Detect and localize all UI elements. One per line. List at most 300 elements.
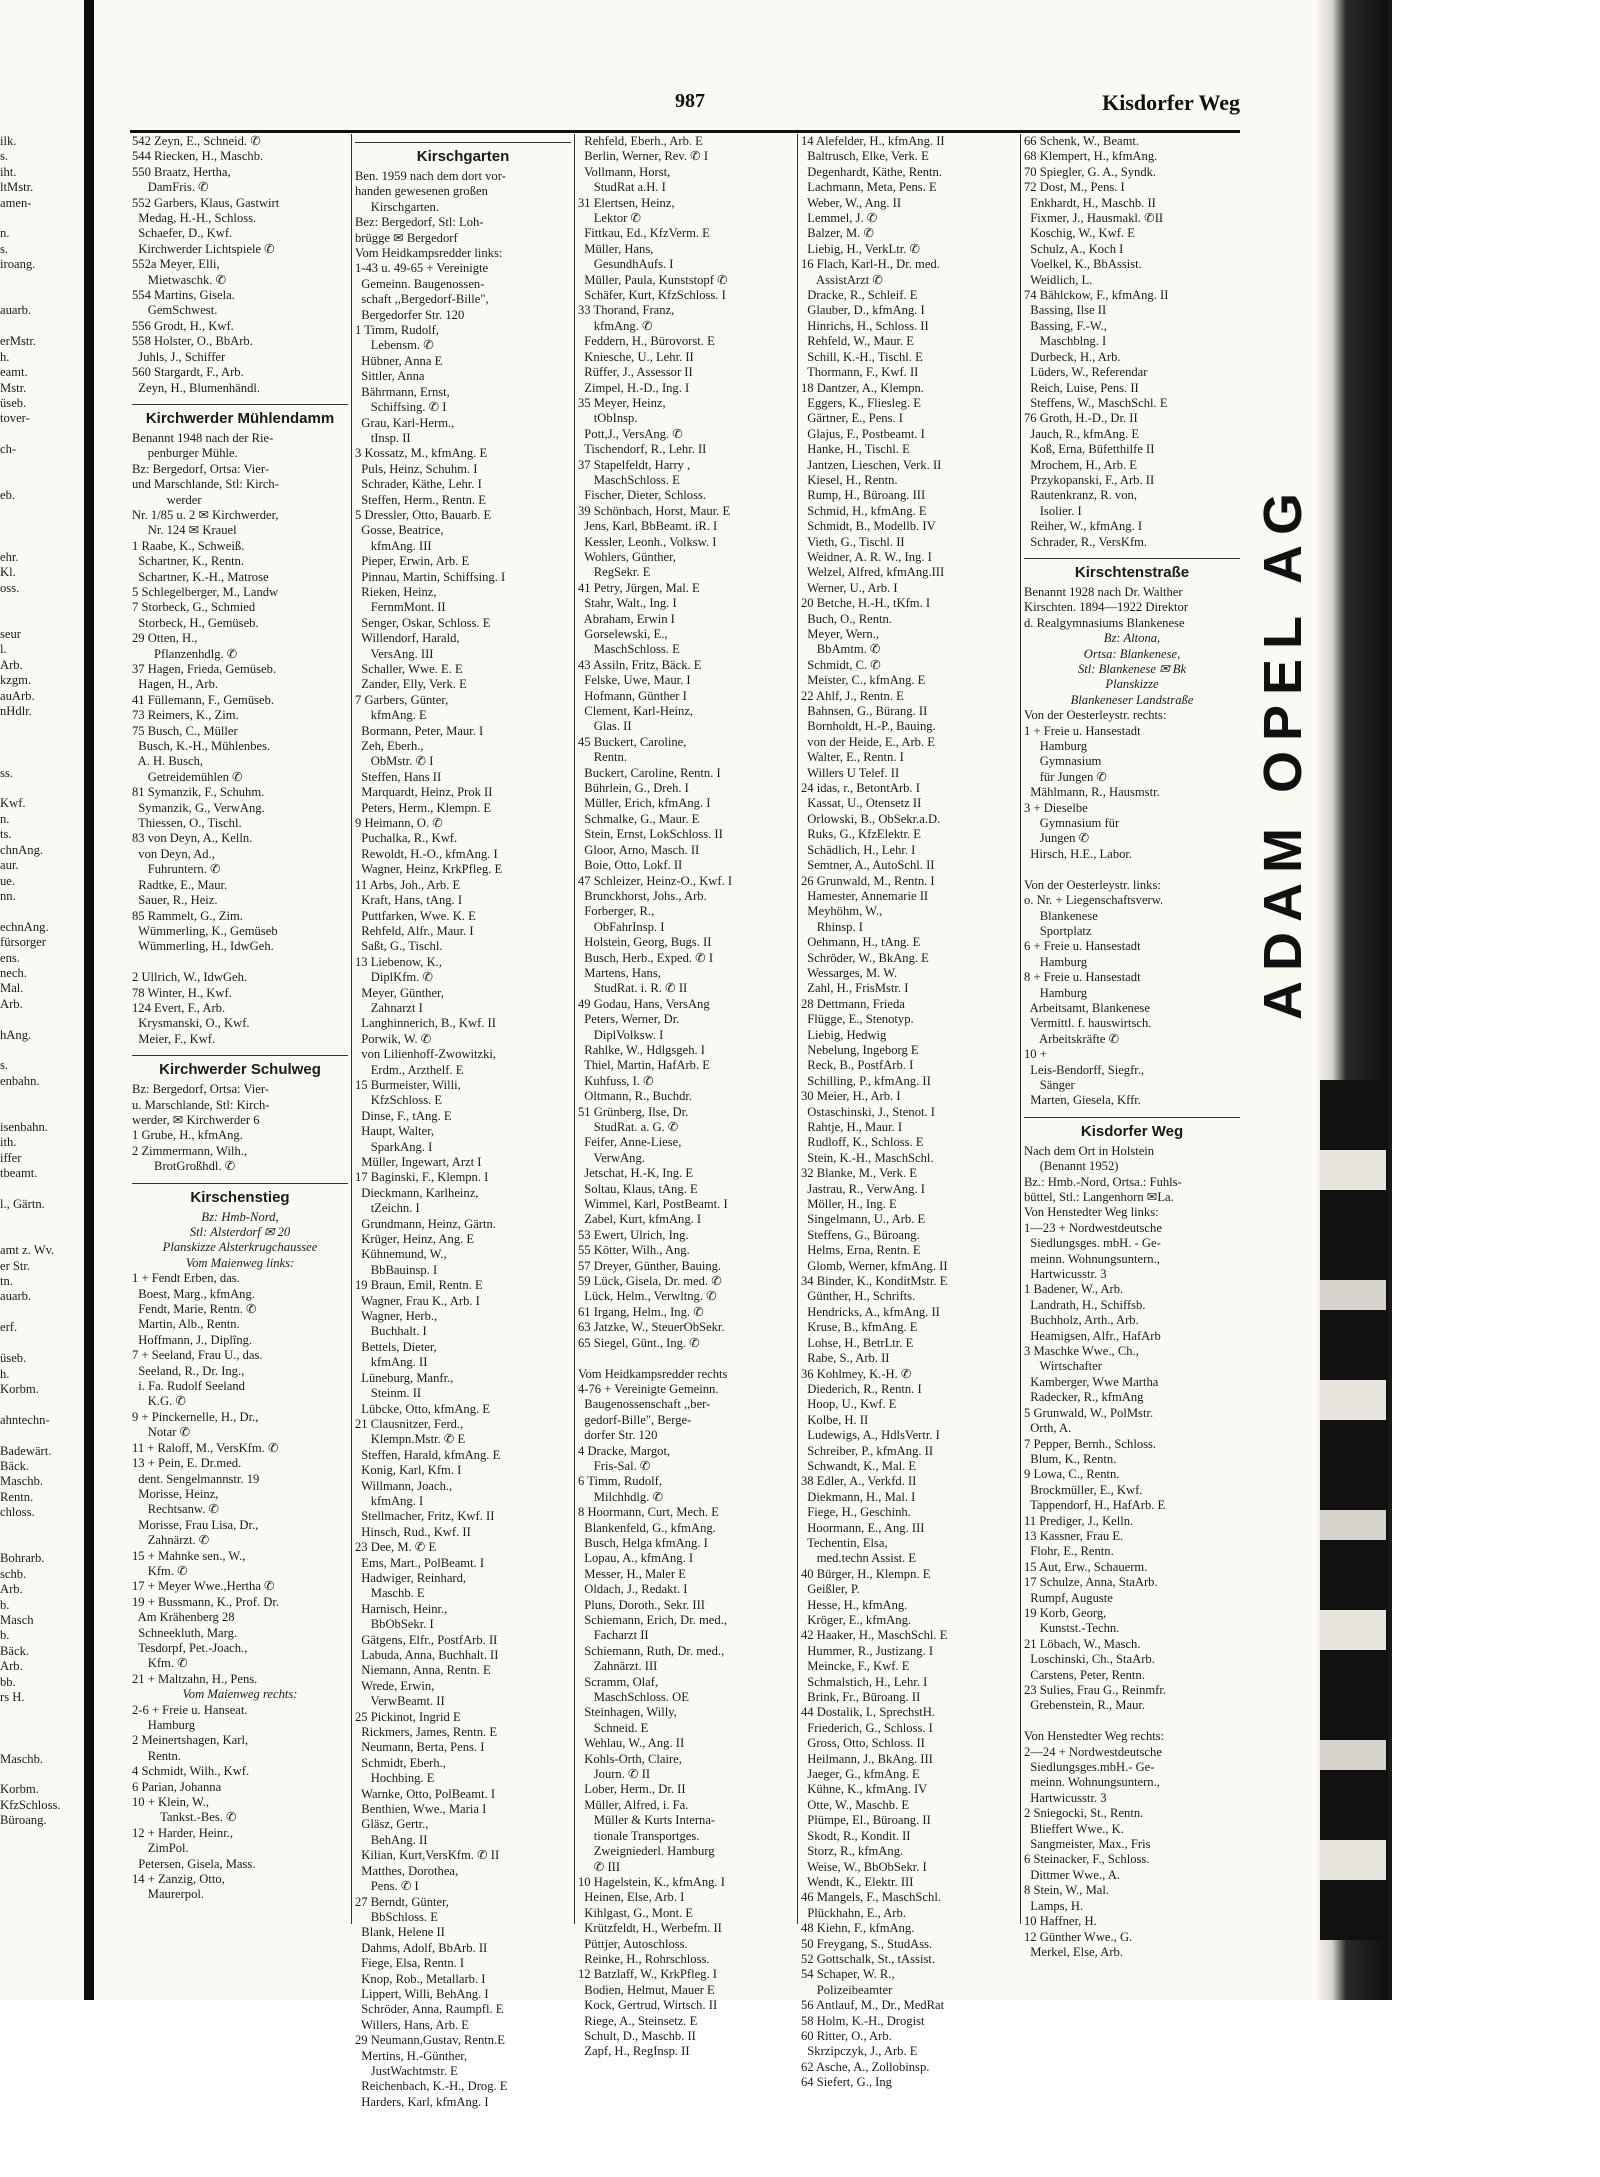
left-fragment: seur [0, 627, 21, 641]
directory-entry: Hartwicusstr. 3 [1024, 1267, 1107, 1282]
directory-entry: 7 Storbeck, G., Schmied [132, 600, 256, 615]
directory-entry: Rechtsanw. ✆ [132, 1502, 220, 1517]
directory-entry: Sittler, Anna [355, 369, 425, 384]
directory-entry: Wrede, Erwin, [355, 1678, 435, 1693]
directory-entry: Schädlich, H., Lehr. I [801, 842, 916, 857]
directory-entry: StudRat. i. R. ✆ II [578, 981, 688, 996]
directory-entry: Willers U Telef. II [801, 765, 900, 780]
running-head: Kisdorfer Weg [1102, 90, 1240, 115]
directory-entry: Durbeck, H., Arb. [1024, 349, 1121, 364]
directory-entry: 550 Braatz, Hertha, [132, 164, 231, 179]
directory-entry: Gläsz, Gertr., [355, 1817, 429, 1832]
directory-entry: MaschSchloss. OE [578, 1690, 689, 1705]
directory-entry: Pinnau, Martin, Schiffsing. I [355, 569, 506, 584]
directory-entry: 54 Schaper, W. R., [801, 1967, 895, 1982]
left-fragment: Bäck. [0, 1643, 30, 1658]
directory-entry: Nach dem Ort in Holstein [1024, 1143, 1155, 1158]
left-fragment: auarb. [0, 1289, 32, 1304]
directory-entry: 33 Thorand, Franz, [578, 303, 675, 318]
directory-entry: Willendorf, Harald, [355, 631, 460, 646]
directory-entry: Lippert, Willi, BehAng. I [355, 1986, 489, 2001]
directory-entry: Rahlke, W., Hdlgsgeh. I [578, 1042, 705, 1057]
directory-entry: Niemann, Anna, Rentn. E [355, 1663, 491, 1678]
directory-entry: für Jungen ✆ [1024, 769, 1107, 784]
left-fragment: enbahn. [0, 1073, 40, 1088]
directory-entry: Zapf, H., RegInsp. II [578, 2044, 690, 2059]
directory-entry: werder, ✉ Kirchwerder 6 [132, 1112, 260, 1127]
directory-entry: Storz, R., kfmAng. [801, 1844, 904, 1859]
directory-entry: Vermittl. f. hauswirtsch. [1024, 1016, 1152, 1031]
directory-entry: von der Heide, E., Arb. E [801, 734, 935, 749]
directory-entry: Schrader, R., VersKfm. [1024, 534, 1148, 549]
directory-entry: 552 Garbers, Klaus, Gastwirt [132, 195, 280, 210]
left-fragment [0, 1182, 82, 1197]
directory-entry: Reiher, W., kfmAng. I [1024, 519, 1143, 534]
directory-entry: d. Realgymnasiums Blankenese [1024, 615, 1185, 630]
street-note: Vom Maienweg rechts: [182, 1687, 298, 1702]
directory-entry: med.techn Assist. E [801, 1551, 917, 1566]
directory-entry: Lemmel, J. ✆ [801, 211, 878, 226]
left-fragment [0, 1105, 82, 1120]
directory-entry: Müller, Alfred, i. Fa. [578, 1797, 689, 1812]
left-fragment: oss. [0, 580, 20, 595]
left-fragment [0, 1305, 82, 1320]
directory-entry: Wümmerling, H., IdwGeh. [132, 939, 274, 954]
left-fragment [0, 273, 82, 288]
directory-entry: Lüneburg, Manfr., [355, 1370, 454, 1385]
directory-entry: 15 Burmeister, Willi, [355, 1077, 461, 1092]
street-heading: Kirchwerder Mühlendamm [132, 404, 348, 429]
directory-entry: i. Fa. Rudolf Seeland [132, 1379, 245, 1394]
directory-entry: und Marschlande, Stl: Kirch- [132, 477, 279, 492]
directory-entry: Heamigsen, Alfr., HafArb [1024, 1328, 1161, 1343]
directory-entry: Tankst.-Bes. ✆ [132, 1810, 237, 1825]
directory-entry: Labuda, Anna, Buchhalt. II [355, 1648, 499, 1662]
directory-entry: Przykopanski, F., Arb. II [1024, 472, 1155, 487]
directory-entry: Semtner, A., AutoSchl. II [801, 858, 935, 873]
directory-entry: Rautenkranz, R. von, [1024, 488, 1137, 503]
directory-entry: BrotGroßhdl. ✆ [132, 1159, 236, 1174]
left-fragment [0, 535, 82, 550]
directory-entry: 17 Baginski, F., Klempn. I [355, 1170, 489, 1185]
directory-entry: 3 + Dieselbe [1024, 800, 1088, 815]
directory-entry: 8 Hoormann, Curt, Mech. E [578, 1505, 719, 1520]
directory-entry: Orth, A. [1024, 1421, 1072, 1436]
directory-entry: Voelkel, K., BbAssist. [1024, 257, 1142, 272]
directory-entry: Helms, Erna, Rentn. E [801, 1243, 921, 1258]
directory-entry: MaschSchloss. E [578, 472, 680, 487]
directory-entry: Hamester, Annemarie II [801, 888, 929, 903]
directory-entry: BehAng. II [355, 1832, 428, 1847]
directory-entry: Kirschgarten. [355, 199, 439, 214]
directory-entry: Wagner, Herb., [355, 1309, 438, 1324]
directory-entry: Von Henstedter Weg rechts: [1024, 1729, 1165, 1744]
left-fragment [0, 750, 82, 765]
directory-entry: Willers, Hans, Arb. E [355, 2017, 469, 2032]
directory-entry: Koschig, W., Kwf. E [1024, 226, 1135, 241]
directory-entry: Meier, F., Kwf. [132, 1031, 216, 1046]
directory-entry: Kühnemund, W., [355, 1247, 447, 1262]
left-fragment: erMstr. [0, 334, 37, 349]
left-fragment: Rentn. [0, 1489, 34, 1504]
directory-entry: Lebensm. ✆ [355, 338, 434, 353]
directory-entry: Glomb, Werner, kfmAng. II [801, 1258, 948, 1273]
directory-entry: 14 + Zanzig, Otto, [132, 1872, 225, 1887]
directory-entry: Müller, Paula, Kunststopf ✆ [578, 272, 728, 287]
directory-entry: Kolbe, H. II [801, 1412, 869, 1427]
directory-entry: Benannt 1948 nach der Rie- [132, 430, 274, 445]
left-fragment [0, 1397, 82, 1412]
directory-entry: Gätgens, Elfr., PostfArb. II [355, 1632, 498, 1647]
directory-entry: Hanke, H., Tischl. E [801, 442, 910, 457]
left-fragment: nech. [0, 965, 27, 980]
left-fragment: Mstr. [0, 380, 27, 395]
directory-entry: Von Henstedter Weg links: [1024, 1205, 1159, 1220]
directory-entry: VerwBeamt. II [355, 1694, 445, 1709]
left-fragment [0, 1721, 82, 1736]
directory-entry: Kihlgast, G., Mont. E [578, 1905, 694, 1920]
left-fragment: ch- [0, 442, 17, 457]
directory-entry: Bodien, Helmut, Mauer E [578, 1982, 715, 1997]
directory-entry: Lopau, A., kfmAng. I [578, 1551, 694, 1566]
directory-entry: Krützfeldt, H., Werbefm. II [578, 1921, 722, 1936]
directory-entry: Bz.: Hmb.-Nord, Ortsa.: Fuhls- [1024, 1174, 1182, 1189]
directory-entry: Schaefer, D., Kwf. [132, 226, 233, 241]
directory-entry: Zweigniederl. Hamburg [578, 1844, 715, 1859]
directory-entry: Schneekluth, Marg. [132, 1625, 238, 1640]
left-fragment [0, 612, 82, 627]
directory-entry: 11 Prediger, J., Kelln. [1024, 1513, 1134, 1528]
directory-entry: Schartner, K., Rentn. [132, 554, 245, 569]
left-fragment: chnAng. [0, 842, 44, 857]
directory-entry: Gosse, Beatrice, [355, 523, 444, 538]
directory-entry: werder [132, 492, 202, 507]
directory-entry: tionale Transportges. [578, 1828, 700, 1843]
directory-entry: Baugenossenschaft ,,ber- [578, 1397, 711, 1412]
directory-entry: Fischer, Dieter, Schloss. [578, 488, 707, 503]
directory-entry: Stein, K.-H., MaschSchl. [801, 1150, 934, 1165]
directory-entry [578, 1351, 794, 1366]
directory-entry: VerwAng. [578, 1150, 645, 1165]
directory-entry: 40 Bürger, H., Klempn. E [801, 1566, 931, 1581]
directory-entry: Flügge, E., Stenotyp. [801, 1012, 914, 1027]
left-fragment: Maschb. [0, 1751, 44, 1766]
page-header [130, 84, 1240, 133]
directory-entry: gedorf-Bille", Berge- [578, 1412, 692, 1427]
left-fragment: Bäck. [0, 1458, 30, 1473]
directory-entry: Baltrusch, Elke, Verk. E [801, 149, 929, 164]
street-note: Bz: Hmb-Nord, [201, 1209, 279, 1224]
directory-entry: Soltau, Klaus, tAng. E [578, 1181, 698, 1196]
directory-entry: Krysmanski, O., Kwf. [132, 1016, 250, 1031]
directory-entry: Medag, H.-H., Schloss. [132, 211, 257, 226]
column-1 [132, 134, 348, 1974]
directory-entry: 58 Holm, K.-H., Drogist [801, 2013, 925, 2028]
left-fragment: Badewärt. [0, 1443, 52, 1458]
directory-entry: Thormann, F., Kwf. II [801, 365, 919, 380]
directory-entry: Steffens, W., MaschSchl. E [1024, 395, 1168, 410]
directory-entry: Ems, Mart., PolBeamt. I [355, 1555, 485, 1570]
directory-entry: StudRat a.H. I [578, 180, 666, 195]
directory-entry: 1 + Fendt Erben, das. [132, 1271, 240, 1286]
directory-entry: 56 Antlauf, M., Dr., MedRat [801, 1998, 945, 2013]
directory-entry: Hummer, R., Justizang. I [801, 1643, 934, 1658]
left-fragment: fürsorger [0, 935, 46, 950]
directory-entry: Steffen, Harald, kfmAng. E [355, 1447, 501, 1462]
directory-entry: 24 idas, r., BetontArb. I [801, 781, 920, 796]
directory-entry: Oehmann, H., tAng. E [801, 935, 921, 950]
directory-entry: Diekmann, H., Mal. I [801, 1489, 916, 1504]
directory-entry: Kraft, Hans, tAng. I [355, 893, 463, 908]
directory-entry: 85 Rammelt, G., Zim. [132, 908, 243, 923]
directory-entry: 6 Timm, Rudolf, [578, 1474, 662, 1489]
directory-entry: Notar ✆ [132, 1425, 191, 1440]
directory-entry: Bührlein, G., Dreh. I [578, 781, 689, 796]
directory-entry: Maschb. E [355, 1586, 425, 1601]
left-fragment: iht. [0, 164, 17, 179]
left-fragment: ahntechn- [0, 1412, 50, 1427]
directory-entry: 13 Liebenow, K., [355, 954, 442, 969]
directory-entry: Schmalke, G., Maur. E [578, 811, 700, 826]
directory-entry: 39 Schönbach, Horst, Maur. E [578, 503, 731, 518]
directory-entry: Pens. ✆ I [355, 1879, 419, 1894]
directory-entry: Oltmann, R., Buchdr. [578, 1089, 693, 1104]
left-fragment [0, 1212, 82, 1227]
directory-entry: Steffen, Hans II [355, 769, 442, 784]
directory-entry: 542 Zeyn, E., Schneid. ✆ [132, 134, 261, 148]
directory-entry: Boie, Otto, Lokf. II [578, 858, 683, 873]
directory-entry: Bz: Bergedorf, Ortsa: Vier- [132, 461, 270, 476]
directory-entry: Clement, Karl-Heinz, [578, 704, 694, 719]
directory-entry: 15 Aut, Erw., Schauerm. [1024, 1559, 1148, 1574]
street-note: Stl: Alsterdorf ✉ 20 [189, 1225, 291, 1239]
directory-entry: Müller, Erich, kfmAng. I [578, 796, 711, 811]
directory-entry: Puttfarken, Wwe. K. E [355, 908, 476, 923]
left-fragment [0, 719, 82, 734]
directory-entry: ZimPol. [132, 1841, 189, 1856]
directory-entry: Saßt, G., Tischl. [355, 939, 443, 954]
directory-entry: Wümmerling, K., Gemüseb [132, 923, 278, 938]
directory-entry: Wagner, Frau K., Arb. I [355, 1293, 480, 1308]
directory-entry: Zahnärzt. III [578, 1659, 658, 1674]
directory-entry: Otte, W., Maschb. E [801, 1797, 910, 1812]
directory-entry: 22 Ahlf, J., Rentn. E [801, 688, 904, 703]
directory-entry: Busch, Herb., Exped. ✆ I [578, 950, 714, 965]
directory-entry: Morisse, Frau Lisa, Dr., [132, 1517, 259, 1532]
directory-entry: Rahtje, H., Maur. I [801, 1120, 903, 1134]
directory-entry: Lück, Helm., Verwltng. ✆ [578, 1289, 717, 1304]
directory-entry: Seeland, R., Dr. Ing., [132, 1363, 245, 1378]
directory-entry: 3 Maschke Wwe., Ch., [1024, 1344, 1139, 1359]
directory-entry: Neumann, Berta, Pens. I [355, 1740, 485, 1755]
directory-entry: Lamps, H. [1024, 1898, 1084, 1913]
directory-entry: Harnisch, Heinr., [355, 1601, 448, 1616]
street-note: Vom Maienweg links: [185, 1255, 295, 1270]
directory-entry: 19 + Bussmann, K., Prof. Dr. [132, 1594, 280, 1609]
left-fragment: hAng. [0, 1027, 32, 1042]
directory-entry: Vollmann, Horst, [578, 164, 671, 179]
directory-entry: Gymnasium [1024, 754, 1102, 769]
directory-entry: Carstens, Peter, Rentn. [1024, 1667, 1145, 1682]
directory-entry: Techentin, Elsa, [801, 1535, 888, 1550]
directory-entry: Nr. 124 ✉ Krauel [132, 523, 237, 538]
directory-entry: Reinke, H., Rohrschloss. [578, 1951, 710, 1966]
directory-entry: Hagen, H., Arb. [132, 677, 219, 692]
directory-entry: Porwik, W. ✆ [355, 1031, 432, 1046]
directory-entry: KfzSchloss. E [355, 1093, 443, 1108]
directory-entry: Buckert, Caroline, Rentn. I [578, 765, 721, 780]
directory-entry: Buch, O., Rentn. [801, 611, 892, 626]
directory-entry: 10 + [1024, 1047, 1047, 1062]
left-fragment: b. [0, 1597, 10, 1612]
directory-entry: Brockmüller, E., Kwf. [1024, 1482, 1143, 1497]
directory-entry: Schmalstich, H., Lehr. I [801, 1674, 928, 1689]
directory-entry: Grundmann, Heinz, Gärtn. [355, 1216, 496, 1231]
left-fragment: auArb. [0, 688, 35, 703]
directory-entry: Landrath, H., Schiffsb. [1024, 1297, 1146, 1312]
directory-entry: StudRat. a. G. ✆ [578, 1120, 679, 1134]
directory-entry: 9 Heimann, O. ✆ [355, 816, 443, 831]
left-fragment: Bohrarb. [0, 1551, 45, 1566]
directory-entry: Storbeck, H., Gemüseb. [132, 615, 259, 630]
directory-entry: Nebelung, Ingeborg E [801, 1042, 919, 1057]
directory-entry: Schiemann, Ruth, Dr. med., [578, 1643, 725, 1658]
directory-entry: 17 + Meyer Wwe.,Hertha ✆ [132, 1579, 275, 1594]
directory-entry: 2 Sniegocki, St., Rentn. [1024, 1806, 1144, 1821]
directory-entry: K.G. ✆ [132, 1394, 186, 1409]
directory-entry: Bährmann, Ernst, [355, 384, 450, 399]
directory-entry: Schilling, P., kfmAng. II [801, 1073, 931, 1088]
left-fragment: ith. [0, 1135, 17, 1150]
directory-entry: 2 Ullrich, W., IdwGeh. [132, 970, 248, 985]
directory-entry: 81 Symanzik, F., Schuhm. [132, 785, 265, 800]
directory-entry: Pieper, Erwin, Arb. E [355, 554, 470, 569]
directory-entry: Liebig, Hedwig [801, 1027, 887, 1042]
left-fragment: Korbm. [0, 1381, 39, 1396]
directory-entry: Maschblng. I [1024, 334, 1107, 349]
directory-entry: Heilmann, J., BkAng. III [801, 1751, 933, 1766]
directory-entry: DamFris. ✆ [132, 180, 209, 195]
directory-entry: Zander, Elly, Verk. E [355, 677, 467, 692]
directory-entry: 1 + Freie u. Hansestadt [1024, 723, 1141, 738]
left-page-fragments [0, 134, 82, 1974]
left-page-gutter [84, 0, 94, 2000]
directory-entry: Loschinski, Ch., StaArb. [1024, 1652, 1155, 1667]
directory-entry: Mietwaschk. ✆ [132, 272, 227, 287]
directory-entry: Hendricks, A., kfmAng. II [801, 1304, 940, 1319]
directory-entry: 9 + Pinckernelle, H., Dr., [132, 1409, 259, 1424]
directory-entry: Blankenfeld, G., kfmAng. [578, 1520, 716, 1535]
page-number: 987 [675, 90, 705, 112]
directory-entry: Glauber, D., kfmAng. I [801, 303, 925, 318]
street-heading: Kirschenstieg [132, 1183, 348, 1208]
directory-entry: Bornholdt, H.-P., Bauing. [801, 719, 936, 734]
directory-entry: Steinhagen, Willy, [578, 1705, 677, 1720]
directory-entry: Jauch, R., kfmAng. E [1024, 426, 1140, 441]
left-fragment [0, 519, 82, 534]
directory-entry: Fris-Sal. ✆ [578, 1458, 651, 1473]
directory-entry: Hamburg [1024, 954, 1088, 969]
directory-entry: Schrader, Käthe, Lehr. I [355, 477, 482, 492]
directory-entry: 28 Dettmann, Frieda [801, 996, 905, 1011]
directory-entry: dorfer Str. 120 [578, 1428, 658, 1443]
directory-entry: 2 Meinertshagen, Karl, [132, 1733, 249, 1748]
left-fragment: l., Gärtn. [0, 1197, 45, 1212]
directory-entry: Diederich, R., Rentn. I [801, 1381, 922, 1396]
directory-entry: 30 Meier, H., Arb. I [801, 1089, 901, 1104]
directory-entry: Bz: Bergedorf, Ortsa: Vier- [132, 1082, 270, 1097]
directory-entry: 1 Timm, Rudolf, [355, 323, 439, 338]
directory-entry: Hesse, H., kfmAng. [801, 1597, 908, 1612]
directory-entry: von Deyn, Ad., [132, 846, 215, 861]
left-fragment: ltMstr. [0, 180, 34, 195]
directory-entry: Wessarges, M. W. [801, 965, 898, 980]
left-fragment [0, 1089, 82, 1104]
directory-entry: Walter, E., Rentn. I [801, 750, 904, 765]
directory-entry: Blankenese [1024, 908, 1098, 923]
column-divider [797, 134, 798, 1924]
directory-entry: 554 Martins, Gisela. [132, 288, 235, 303]
directory-entry: Zimpel, H.-D., Ing. I [578, 380, 690, 395]
directory-entry: Konig, Karl, Kfm. I [355, 1463, 462, 1478]
left-fragment: Kl. [0, 565, 16, 580]
directory-entry: 3 Kossatz, M., kfmAng. E [355, 446, 488, 461]
directory-entry: Bez: Bergedorf, Stl: Loh- [355, 215, 484, 230]
left-fragment: ens. [0, 950, 20, 965]
directory-entry: Rump, H., Büroang. III [801, 488, 926, 503]
directory-entry: Hoffmann, J., Diplîng. [132, 1332, 253, 1347]
directory-entry: Kirchwerder Lichtspiele ✆ [132, 241, 275, 256]
directory-entry: Geißler, P. [801, 1582, 860, 1597]
directory-entry: Püttjer, Autoschloss. [578, 1936, 688, 1951]
directory-entry: Welzel, Alfred, kfmAng.III [801, 565, 945, 580]
directory-entry: Siedlungsges. mbH. - Ge- [1024, 1236, 1161, 1251]
directory-entry: Rudloff, K., Schloss. E [801, 1135, 924, 1150]
directory-entry: DiplKfm. ✆ [355, 970, 434, 985]
directory-entry: Glajus, F., Postbeamt. I [801, 426, 925, 441]
directory-entry: Hamburg [132, 1718, 196, 1732]
directory-entry: Ruks, G., KfzElektr. E [801, 827, 921, 842]
directory-entry: Puls, Heinz, Schuhm. I [355, 461, 478, 476]
directory-entry: Steffen, Herm., Rentn. E [355, 492, 486, 507]
directory-entry: Vom Heidkampsredder links: [355, 246, 503, 261]
directory-entry: Lohse, H., BetrLtr. E [801, 1335, 914, 1350]
directory-entry: Grebenstein, R., Maur. [1024, 1698, 1146, 1713]
directory-entry: Heinen, Else, Arb. I [578, 1890, 685, 1905]
directory-entry: 7 Pepper, Bernh., Schloss. [1024, 1436, 1157, 1451]
directory-entry: Schiffsing. ✆ I [355, 400, 447, 415]
directory-entry: Skodt, R., Kondit. II [801, 1828, 911, 1843]
left-fragment: eb. [0, 488, 16, 503]
directory-entry: büttel, Stl.: Langenhorn ✉La. [1024, 1190, 1174, 1204]
directory-entry: Peters, Werner, Dr. [578, 1012, 680, 1027]
directory-entry: DiplVolksw. I [578, 1027, 664, 1042]
directory-entry: ObMstr. ✆ I [355, 754, 434, 769]
street-note: Ortsa: Blankenese, [1083, 646, 1181, 661]
directory-entry: Liebig, H., VerkLtr. ✆ [801, 241, 921, 256]
left-fragment [0, 1043, 82, 1058]
directory-entry [1024, 1714, 1240, 1729]
directory-entry: Thiel, Martin, HafArb. E [578, 1058, 710, 1073]
left-fragment: tbeamt. [0, 1166, 38, 1181]
directory-entry: Oldach, J., Redakt. I [578, 1582, 688, 1597]
directory-entry: Degenhardt, Käthe, Rentn. [801, 164, 942, 179]
directory-entry: Sänger [1024, 1077, 1075, 1092]
directory-entry: Dracke, R., Schleif. E [801, 288, 918, 303]
directory-entry: Zeh, Eberh., [355, 739, 424, 754]
directory-entry: JustWachtmstr. E [355, 2063, 458, 2078]
directory-entry: Hinsch, Rud., Kwf. II [355, 1524, 471, 1539]
